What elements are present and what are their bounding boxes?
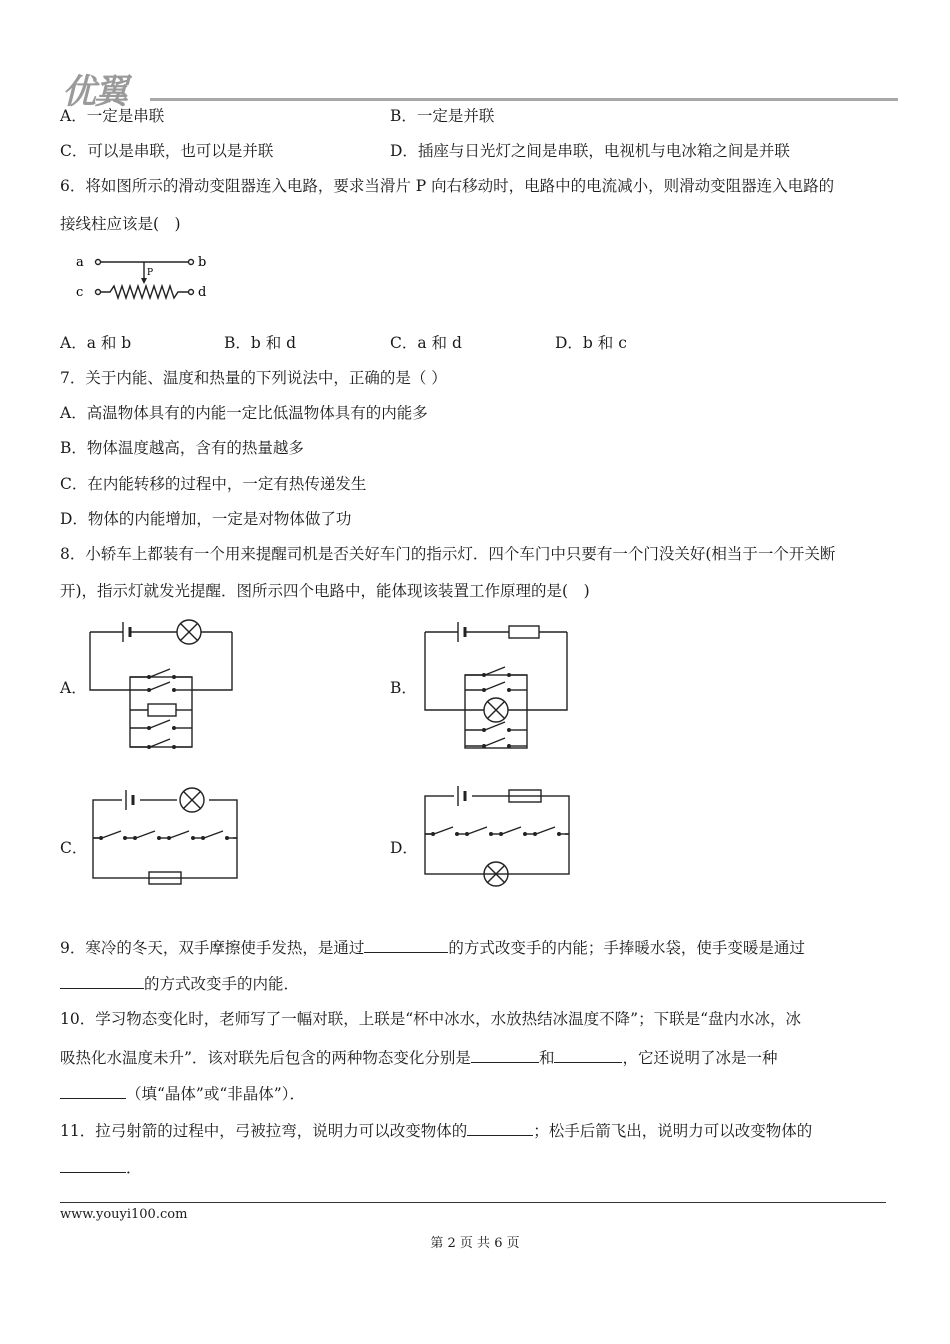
q10-blank-3[interactable] xyxy=(60,1082,126,1099)
terminal-label-d: d xyxy=(198,285,207,300)
q6-option-a: A．a 和 b xyxy=(60,334,132,352)
q10-text-2: 和 xyxy=(538,1049,555,1067)
q5-option-c: C．可以是串联，也可以是并联 xyxy=(60,142,274,160)
q10-text-4: （填“晶体”或“非晶体”）． xyxy=(126,1085,305,1103)
q7-stem: 7．关于内能、温度和热量的下列说法中，正确的是（ ） xyxy=(60,369,447,387)
q11-text-3: ． xyxy=(126,1159,142,1177)
q10-blank-1[interactable] xyxy=(471,1046,539,1063)
q5-option-d: D．插座与日光灯之间是串联，电视机与电冰箱之间是并联 xyxy=(390,142,790,160)
q8-option-b-label: B． xyxy=(390,679,417,697)
q11-blank-1[interactable] xyxy=(467,1119,533,1136)
q10-text-3: ，它还说明了冰是一种 xyxy=(622,1049,778,1067)
q11-text-1: 11．拉弓射箭的过程中，弓被拉弯，说明力可以改变物体的 xyxy=(60,1122,468,1140)
q9-text-2: 的方式改变手的内能；手捧暖水袋，使手变暖是通过 xyxy=(448,939,805,957)
q10-line3 xyxy=(60,1082,305,1104)
q9-line2 xyxy=(60,972,299,994)
q8-option-d-label: D． xyxy=(390,839,418,857)
circuit-a-diagram xyxy=(90,620,235,750)
q10-text-1: 吸热化水温度未升”．该对联先后包含的两种物态变化分别是 xyxy=(60,1049,471,1067)
q6-option-c: C．a 和 d xyxy=(390,334,462,352)
q6-option-b: B．b 和 d xyxy=(224,334,297,352)
q10-line1: 10．学习物态变化时，老师写了一幅对联，上联是“杯中冰水，水放热结冰温度不降”；下联是“盘内水冰，冰 xyxy=(60,1010,801,1028)
terminal-label-b: b xyxy=(198,255,207,270)
q10-line2 xyxy=(60,1046,777,1068)
q7-option-c: C．在内能转移的过程中，一定有热传递发生 xyxy=(60,475,367,493)
circuit-d-diagram xyxy=(425,784,573,884)
slider-label-p: P xyxy=(147,268,154,278)
terminal-label-a: a xyxy=(76,255,84,270)
q8-stem-line1: 8．小轿车上都装有一个用来提醒司机是否关好车门的指示灯．四个车门中只要有一个门没关好(相当于一个开关断 xyxy=(60,545,836,563)
q7-option-d: D．物体的内能增加，一定是对物体做了功 xyxy=(60,510,352,528)
q9-text-1: 9．寒冷的冬天，双手摩擦使手发热，是通过 xyxy=(60,939,365,957)
q11-line2 xyxy=(60,1156,142,1178)
q6-stem-line1: 6．将如图所示的滑动变阻器连入电路，要求当滑片 P 向右移动时，电路中的电流减小，则滑动变阻器连入电路的 xyxy=(60,177,835,195)
q11-line1 xyxy=(60,1119,812,1141)
q8-option-c-label: C． xyxy=(60,839,88,857)
brand-logo: 优翼 xyxy=(62,72,126,112)
footer-rule xyxy=(60,1202,886,1203)
circuit-c-diagram xyxy=(93,786,241,881)
q5-option-a: A．一定是串联 xyxy=(60,107,165,125)
terminal-label-c: c xyxy=(76,285,84,300)
q6-stem-line2: 接线柱应该是( ) xyxy=(60,215,181,233)
q7-option-a: A．高温物体具有的内能一定比低温物体具有的内能多 xyxy=(60,404,428,422)
header-rule xyxy=(150,98,898,101)
q7-option-b: B．物体温度越高，含有的热量越多 xyxy=(60,439,304,457)
q10-blank-2[interactable] xyxy=(554,1046,622,1063)
q11-blank-2[interactable] xyxy=(60,1156,126,1173)
q5-option-b: B．一定是并联 xyxy=(390,107,495,125)
circuit-b-diagram xyxy=(425,622,570,752)
q9-blank-2[interactable] xyxy=(60,972,144,989)
footer-url[interactable]: www.youyi100.com xyxy=(60,1207,188,1222)
rheostat-figure xyxy=(70,248,220,308)
q9-blank-1[interactable] xyxy=(364,936,448,953)
q8-option-a-label: A． xyxy=(60,679,87,697)
page-number: 第 2 页 共 6 页 xyxy=(430,1236,520,1251)
q9-text-3: 的方式改变手的内能． xyxy=(144,975,300,993)
q8-stem-line2: 开)，指示灯就发光提醒．图所示四个电路中，能体现该装置工作原理的是( ) xyxy=(60,582,590,600)
q11-text-2: ；松手后箭飞出，说明力可以改变物体的 xyxy=(533,1122,813,1140)
q9-line1 xyxy=(60,936,805,958)
q6-option-d: D．b 和 c xyxy=(555,334,627,352)
